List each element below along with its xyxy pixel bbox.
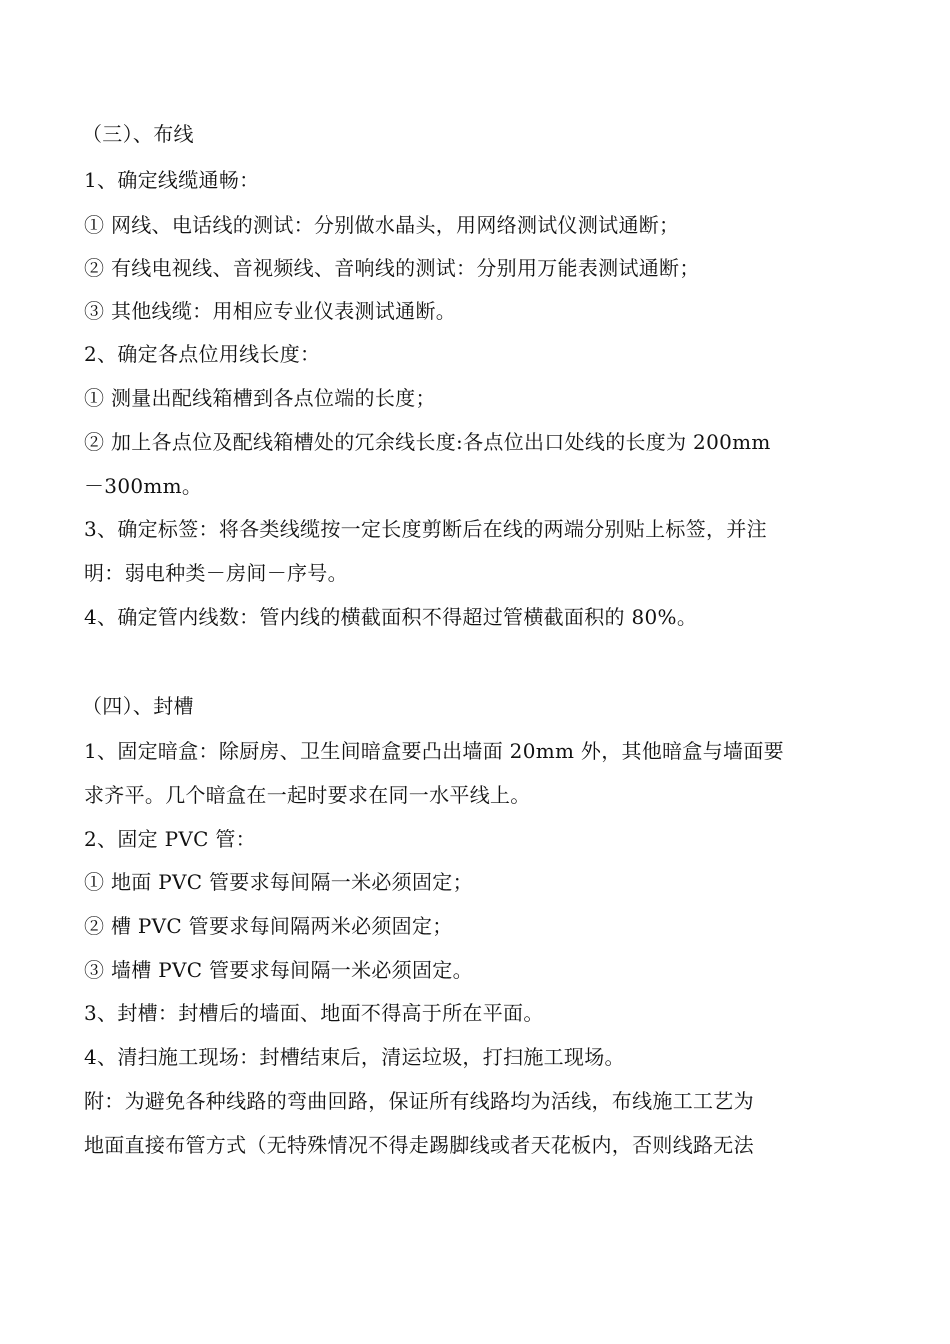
section-4-item-3: 3、封槽：封槽后的墙面、地面不得高于所在平面。 (84, 1001, 544, 1025)
note-line-2: 地面直接布管方式（无特殊情况不得走踢脚线或者天花板内，否则线路无法 (84, 1133, 754, 1157)
section-4-item-1-line-2: 求齐平。几个暗盒在一起时要求在同一水平线上。 (84, 783, 531, 807)
section-3-item-3-line-2: 明：弱电种类－房间－序号。 (84, 561, 348, 585)
section-3-item-2-b-line-2: －300mm。 (84, 474, 203, 498)
section-3-item-1-b: ② 有线电视线、音视频线、音响线的测试：分别用万能表测试通断； (84, 256, 700, 280)
section-3-item-3-line-1: 3、确定标签：将各类线缆按一定长度剪断后在线的两端分别贴上标签，并注 (84, 517, 767, 541)
section-4-heading: （四）、封槽 (82, 694, 194, 718)
section-3-item-1: 1、确定线缆通畅： (84, 168, 260, 192)
section-3-item-2-b-line-1: ② 加上各点位及配线箱槽处的冗余线长度:各点位出口处线的长度为 200mm (84, 430, 771, 454)
note-line-1: 附：为避免各种线路的弯曲回路，保证所有线路均为活线，布线施工工艺为 (84, 1089, 754, 1113)
section-3-item-1-c: ③ 其他线缆：用相应专业仪表测试通断。 (84, 299, 457, 323)
section-3-item-2: 2、确定各点位用线长度： (84, 342, 321, 366)
section-4-item-2-b: ② 槽 PVC 管要求每间隔两米必须固定； (84, 914, 453, 938)
section-3-item-1-a: ① 网线、电话线的测试：分别做水晶头，用网络测试仪测试通断； (84, 213, 680, 237)
section-4-item-2-c: ③ 墙槽 PVC 管要求每间隔一米必须固定。 (84, 958, 473, 982)
section-4-item-4: 4、清扫施工现场：封槽结束后，清运垃圾，打扫施工现场。 (84, 1045, 625, 1069)
section-3-item-2-a: ① 测量出配线箱槽到各点位端的长度； (84, 386, 436, 410)
section-4-item-1-line-1: 1、固定暗盒：除厨房、卫生间暗盒要凸出墙面 20mm 外，其他暗盒与墙面要 (84, 739, 784, 763)
section-3-item-4: 4、确定管内线数：管内线的横截面积不得超过管横截面积的 80%。 (84, 605, 698, 629)
section-4-item-2-a: ① 地面 PVC 管要求每间隔一米必须固定； (84, 870, 473, 894)
section-3-heading: （三）、布线 (82, 122, 194, 146)
section-4-item-2: 2、固定 PVC 管： (84, 827, 256, 851)
